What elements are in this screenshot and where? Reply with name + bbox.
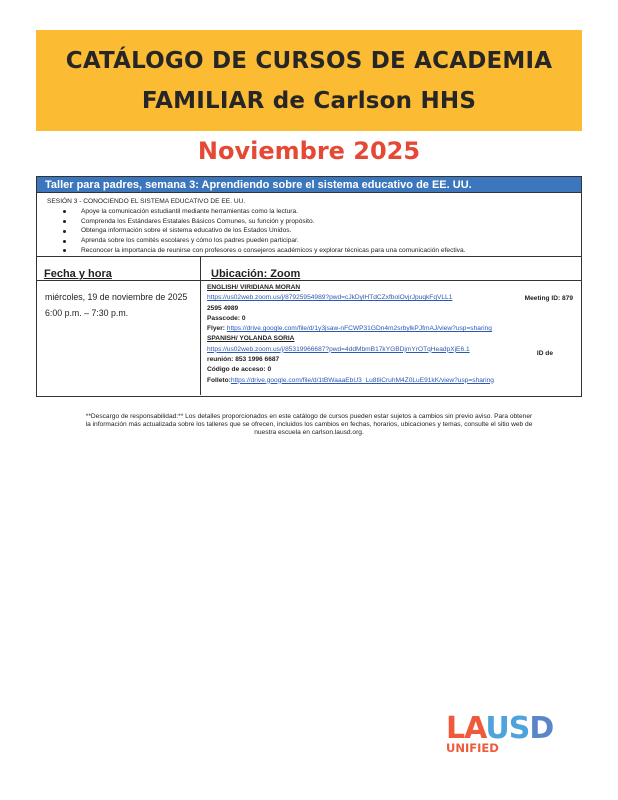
english-meeting-id-label: Meeting ID: 879 [524, 295, 573, 302]
session-time: 6:00 p.m. – 7:30 p.m. [45, 308, 129, 318]
session-title: SESIÓN 3 - CONOCIENDO EL SISTEMA EDUCATIVO DE EE. UU. [47, 198, 246, 205]
objective-item: Apoye la comunicación estudiantil mediante herramientas como la lectura. [47, 207, 581, 217]
spanish-passcode: Código de acceso: 0 [207, 366, 272, 374]
schedule-table-row [37, 281, 581, 395]
disclaimer [36, 413, 582, 437]
catalog-title-line2: FAMILIAR de Carlson HHS [141, 87, 477, 114]
english-session-label: ENGLISH/ VIRIDIANA MORAN [207, 284, 301, 291]
disclaimer-line: nuestra escuela en carlson.lausd.org. [254, 429, 364, 436]
disclaimer-line: **Descargo de responsabilidad:** Los detalles proporcionados en este catálogo de cursos pueden estar sujetos a cambios sin previo aviso. Para obtener [85, 413, 533, 420]
month-heading: Noviembre 2025 [197, 137, 421, 165]
objective-item: Comprenda los Estándares Estatales Básicos Comunes, su función y propósito. [47, 217, 581, 227]
objective-item: Reconocer la importancia de reunirse con profesores o consejeros académicos y explorar técnicas para una comunicación efectiva. [47, 246, 581, 256]
lausd-logo [446, 711, 576, 764]
catalog-title-banner [36, 30, 582, 131]
english-passcode: Passcode: 0 [207, 314, 246, 322]
english-flyer-link[interactable]: https://drive.google.com/file/d/1y3jsaw-nFCWP31GDn4m2srbylkPJfmAJ/view?usp=sharing [226, 325, 492, 333]
schedule-table-header [37, 257, 581, 281]
disclaimer-line: la información más actualizada sobre los talleres que se ofrecen, incluidos los cambios en fechas, horarios, ubicaciones y temas, consulte el sitio web de [85, 421, 533, 428]
workshop-title: Taller para padres, semana 3: Aprendiendo sobre el sistema educativo de EE. UU. [37, 177, 581, 193]
catalog-title-line1: CATÁLOGO DE CURSOS DE ACADEMIA [65, 47, 553, 74]
lausd-unified-text: UNIFIED [446, 741, 499, 755]
date-column-header: Fecha y hora [44, 268, 112, 280]
spanish-meeting-id: reunión: 853 1996 6687 [207, 356, 280, 364]
session-description [37, 193, 581, 257]
workshop-card [36, 176, 582, 397]
spanish-flyer-label: Folleto: [207, 376, 231, 384]
lausd-wordmark: LAUSD [446, 711, 554, 746]
session-date: miércoles, 19 de noviembre de 2025 [45, 292, 188, 302]
spanish-flyer-link[interactable]: https://drive.google.com/file/d/1tBWaaaEbU3_Lu8tliCruhM4Z0LuE91kK/view?usp=sharing [230, 376, 494, 384]
objectives-list [47, 207, 581, 256]
english-meeting-id: 2595 4989 [207, 304, 239, 312]
location-column-header: Ubicación: Zoom [211, 268, 301, 280]
objective-item: Obtenga información sobre el sistema educativo de los Estados Unidos. [47, 226, 581, 236]
spanish-zoom-link[interactable]: https://us02web.zoom.us/j/85319966687?pwd=4ddMbmB17kYGBDjmYrOTqHeadpXjE6.1 [207, 345, 470, 353]
spanish-session-label: SPANISH/ YOLANDA SORIA [207, 335, 295, 343]
english-zoom-link[interactable]: https://us02web.zoom.us/j/87925954989?pwd=cJkDylHTdCZxfbolOvjrJpuqkFqVLL1 [207, 294, 453, 302]
location-cell [201, 281, 581, 395]
spanish-meeting-id-label: ID de [536, 350, 553, 357]
objective-item: Aprenda sobre los comités escolares y cómo los padres pueden participar. [47, 236, 581, 246]
english-flyer-label: Flyer: [207, 325, 227, 333]
date-cell [37, 281, 201, 395]
